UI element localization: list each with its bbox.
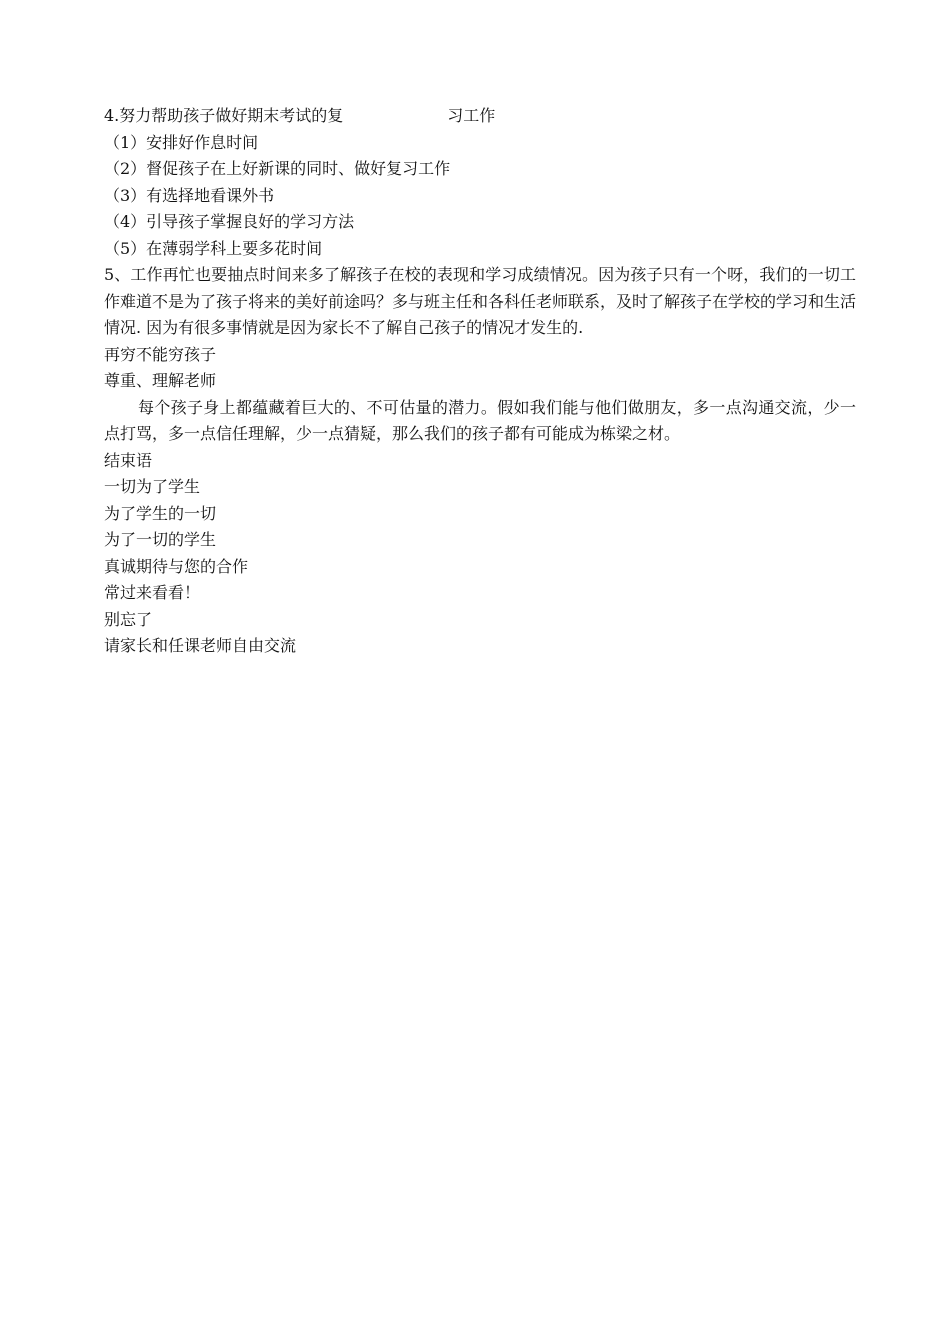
potential-paragraph: 每个孩子身上都蕴藏着巨大的、不可估量的潜力。假如我们能与他们做朋友，多一点沟通交流，少一点打骂，多一点信任理解，少一点猜疑，那么我们的孩子都有可能成为栋梁之材。 bbox=[104, 397, 856, 443]
closing-title: 结束语 bbox=[104, 450, 153, 470]
closing-line-2: 为了学生的一切 bbox=[104, 503, 217, 523]
closing-line-5: 常过来看看！ bbox=[104, 583, 201, 602]
closing-line-4: 真诚期待与您的合作 bbox=[104, 556, 249, 576]
section-4-heading-part2: 习工作 bbox=[447, 106, 496, 125]
list-item-2: （2）督促孩子在上好新课的同时、做好复习工作 bbox=[104, 159, 451, 178]
closing-line-3: 为了一切的学生 bbox=[104, 530, 217, 549]
list-item-3: （3）有选择地看课外书 bbox=[104, 185, 275, 205]
closing-line-1: 一切为了学生 bbox=[104, 477, 201, 496]
closing-line-7: 请家长和任课老师自由交流 bbox=[104, 636, 297, 655]
section-5-paragraph: 5、工作再忙也要抽点时间来多了解孩子在校的表现和学习成绩情况。因为孩子只有一个呀，我们的一切工作难道不是为了孩子将来的美好前途吗？多与班主任和各科任老师联系，及时了解孩子在学校的学习和生活情况. 因为有很多事情就是因为家长不了解自己孩子的情况才发生的. bbox=[104, 265, 857, 337]
closing-line-6: 别忘了 bbox=[104, 609, 153, 629]
heading-respect: 尊重、理解老师 bbox=[104, 371, 217, 390]
document-body bbox=[104, 103, 856, 660]
section-4-heading bbox=[104, 103, 856, 130]
section-4-heading-part1: 4.努力帮助孩子做好期末考试的复 bbox=[104, 106, 344, 125]
heading-poor: 再穷不能穷孩子 bbox=[104, 344, 217, 364]
list-item-4: （4）引导孩子掌握良好的学习方法 bbox=[104, 212, 355, 231]
list-item-5: （5）在薄弱学科上要多花时间 bbox=[104, 238, 323, 258]
list-item-1: （1）安排好作息时间 bbox=[104, 132, 259, 152]
